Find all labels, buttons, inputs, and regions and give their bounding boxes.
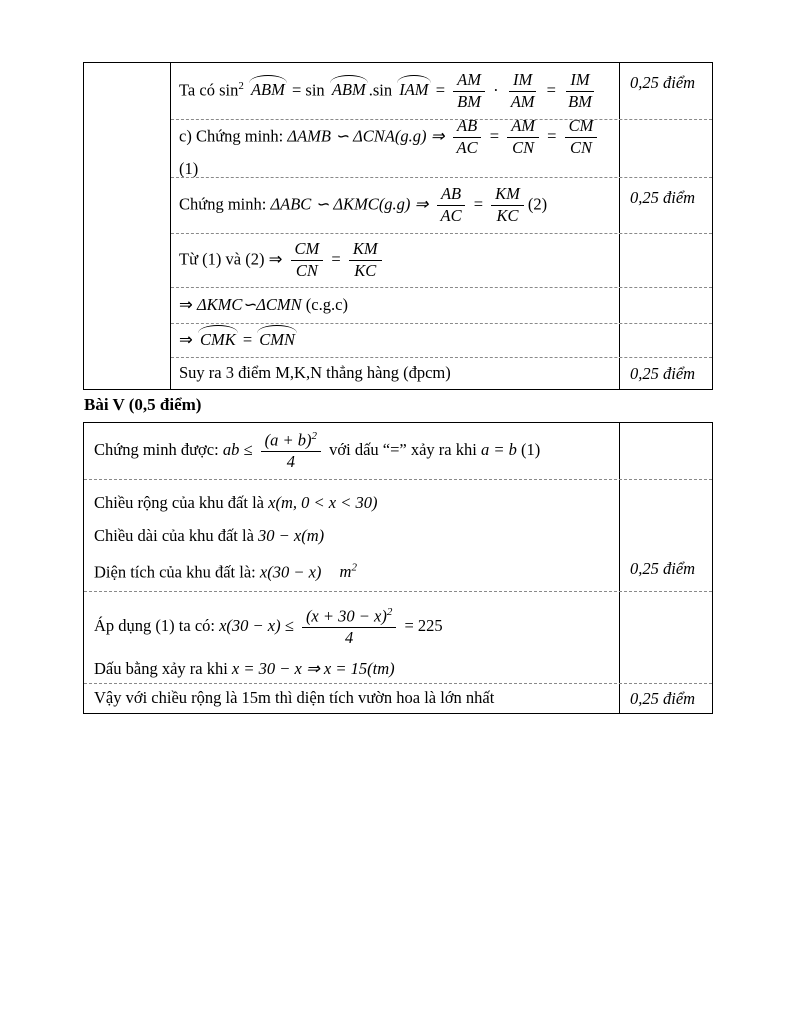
numerator: $(x + 30 - x)^2$ [302,606,396,628]
angle-hat: IAM [399,79,428,101]
math-text: ab ≤ [222,439,253,459]
denominator: KC [354,261,377,280]
fraction [261,430,321,472]
content-cell [171,234,620,287]
math-text: ⇒ [179,295,193,315]
fraction [302,606,396,648]
math-line [94,606,611,648]
math-text: $m^2$ [339,561,357,582]
fraction [565,117,598,158]
math-text: Từ (1) và (2) ⇒ [179,249,283,269]
content-cell [84,592,620,683]
points-label: 0,25 điểm [630,73,696,92]
exponent: 2 [238,79,244,92]
fraction [291,240,324,281]
numerator: AM [453,71,485,92]
math-text: x(30 − x) [259,562,322,582]
angle-hat: ABM [251,79,285,101]
content-cell [171,115,620,178]
math-text: ΔAMB ∽ ΔCNA(g.g) ⇒ [287,126,445,146]
content-cell [84,423,620,479]
fraction [564,71,596,112]
denominator: CN [512,137,535,157]
math-text: Chứng minh được: [94,439,219,459]
math-text: · [493,79,499,99]
table-row [171,115,712,178]
content-cell [84,684,620,713]
math-line [179,117,611,180]
numerator: CM [565,117,598,138]
math-text: x = 30 − x ⇒ x = 15(tm) [231,659,395,679]
table-row [84,683,712,713]
numerator: IM [566,71,593,92]
content-cell [171,63,620,119]
text-line: Suy ra 3 điểm M,K,N thẳng hàng (đpcm) [179,363,451,383]
math-line [179,71,600,112]
denominator: BM [568,91,592,111]
table-row [171,233,712,287]
math-text: Ta có sin [179,79,239,99]
empty-left-cell [84,63,171,389]
table-row [84,423,712,479]
denominator: AM [510,91,535,111]
numerator: AB [453,117,481,138]
fraction [491,185,524,226]
math-text: Áp dụng (1) ta có: [94,616,215,635]
table-1-body [171,63,712,389]
denominator: CN [569,137,592,157]
math-text: (1) [520,439,541,459]
points-cell [620,234,712,287]
math-text: .sin [368,79,393,99]
fraction [507,117,539,158]
table-row [171,63,712,119]
points-cell [620,120,712,177]
math-text: = [546,79,556,99]
text-line [94,525,611,547]
numerator: KM [349,240,382,261]
answer-table-1 [83,62,713,390]
fraction [453,71,485,112]
text: Chiều dài của khu đất là [94,526,254,546]
denominator: BM [457,91,481,111]
fraction [453,117,482,158]
section-heading: Bài V (0,5 điểm) [84,395,202,414]
math-text: = [435,79,445,99]
math-text: (c.g.c) [305,295,348,315]
math-text: = 225 [404,616,443,635]
points-cell [620,592,712,683]
math-text: = [547,126,557,146]
exponent: 2 [386,606,393,618]
math-text: ⇒ [179,330,193,350]
points-label: 0,25 điểm [630,688,696,708]
numerator: AB [437,185,465,206]
text: Chiều rộng của khu đất là [94,493,264,512]
angle-hat: CMN [259,329,295,351]
points-cell [620,423,712,479]
exponent: 2 [351,561,357,574]
numerator: KM [491,185,524,206]
math-text: = [242,330,253,350]
text-line [94,658,611,680]
math-text: = [489,126,500,146]
points-cell [620,178,712,233]
angle-hat: ABM [332,79,366,101]
table-row [84,591,712,683]
text: Diện tích của khu đất là: [94,562,256,582]
denominator: 4 [345,628,354,648]
exponent: 2 [311,429,318,442]
fraction [349,240,382,281]
denominator: CN [295,261,318,280]
numerator: AM [507,117,539,138]
math-text: = sin [292,79,325,99]
points-cell [620,288,712,323]
math-text: = [331,249,341,269]
points-cell [620,684,712,713]
answer-table-2 [83,422,713,714]
math-text: = [473,194,484,214]
numerator: $(a + b)^2$ [261,430,321,452]
math-text: ΔABC ∽ ΔKMC(g.g) ⇒ [270,194,429,214]
angle-hat: CMK [200,329,236,351]
points-label: 0,25 điểm [630,188,696,207]
numerator: CM [291,240,324,261]
denominator: 4 [286,452,295,472]
text: Dấu bằng xảy ra khi [94,659,228,679]
math-line [179,185,547,226]
math-text: Chứng minh: [179,194,267,214]
math-line [179,329,298,351]
table-row [171,323,712,357]
denominator: AC [440,206,462,225]
text-line [94,561,611,584]
points-cell [620,480,712,591]
content-cell [171,358,620,389]
numerator: IM [509,71,536,92]
math-text: a = b [480,439,517,459]
math-text: với dấu “=” xảy ra khi [329,439,477,459]
math-text: 30 − x(m) [258,526,325,546]
text-line: Vậy với chiều rộng là 15m thì diện tích vườn hoa là lớn nhất [94,688,495,708]
math-text: (2) [527,194,548,214]
points-cell [620,324,712,357]
text-line [94,492,611,514]
table-row [171,357,712,389]
table-row [171,287,712,323]
content-cell [84,480,620,591]
points-cell [620,358,712,389]
math-text: x(30 − x) ≤ [219,616,294,635]
content-cell [171,324,620,357]
math-line [179,240,386,281]
math-text: x(m, 0 < x < 30) [268,493,378,512]
fraction [507,71,539,112]
content-cell [171,288,620,323]
math-text: (1) [179,158,199,178]
points-label: 0,25 điểm [630,559,696,578]
table-row [84,479,712,591]
math-text: ΔKMC∽ΔCMN [196,295,302,315]
math-line [179,294,348,316]
math-line [94,430,540,472]
points-cell [620,63,712,119]
denominator: KC [496,206,519,225]
content-cell [171,178,620,233]
math-text: c) Chứng minh: [179,126,284,146]
fraction [437,185,466,226]
points-label: 0,25 điểm [630,363,696,383]
table-row [171,177,712,233]
denominator: AC [456,137,478,157]
